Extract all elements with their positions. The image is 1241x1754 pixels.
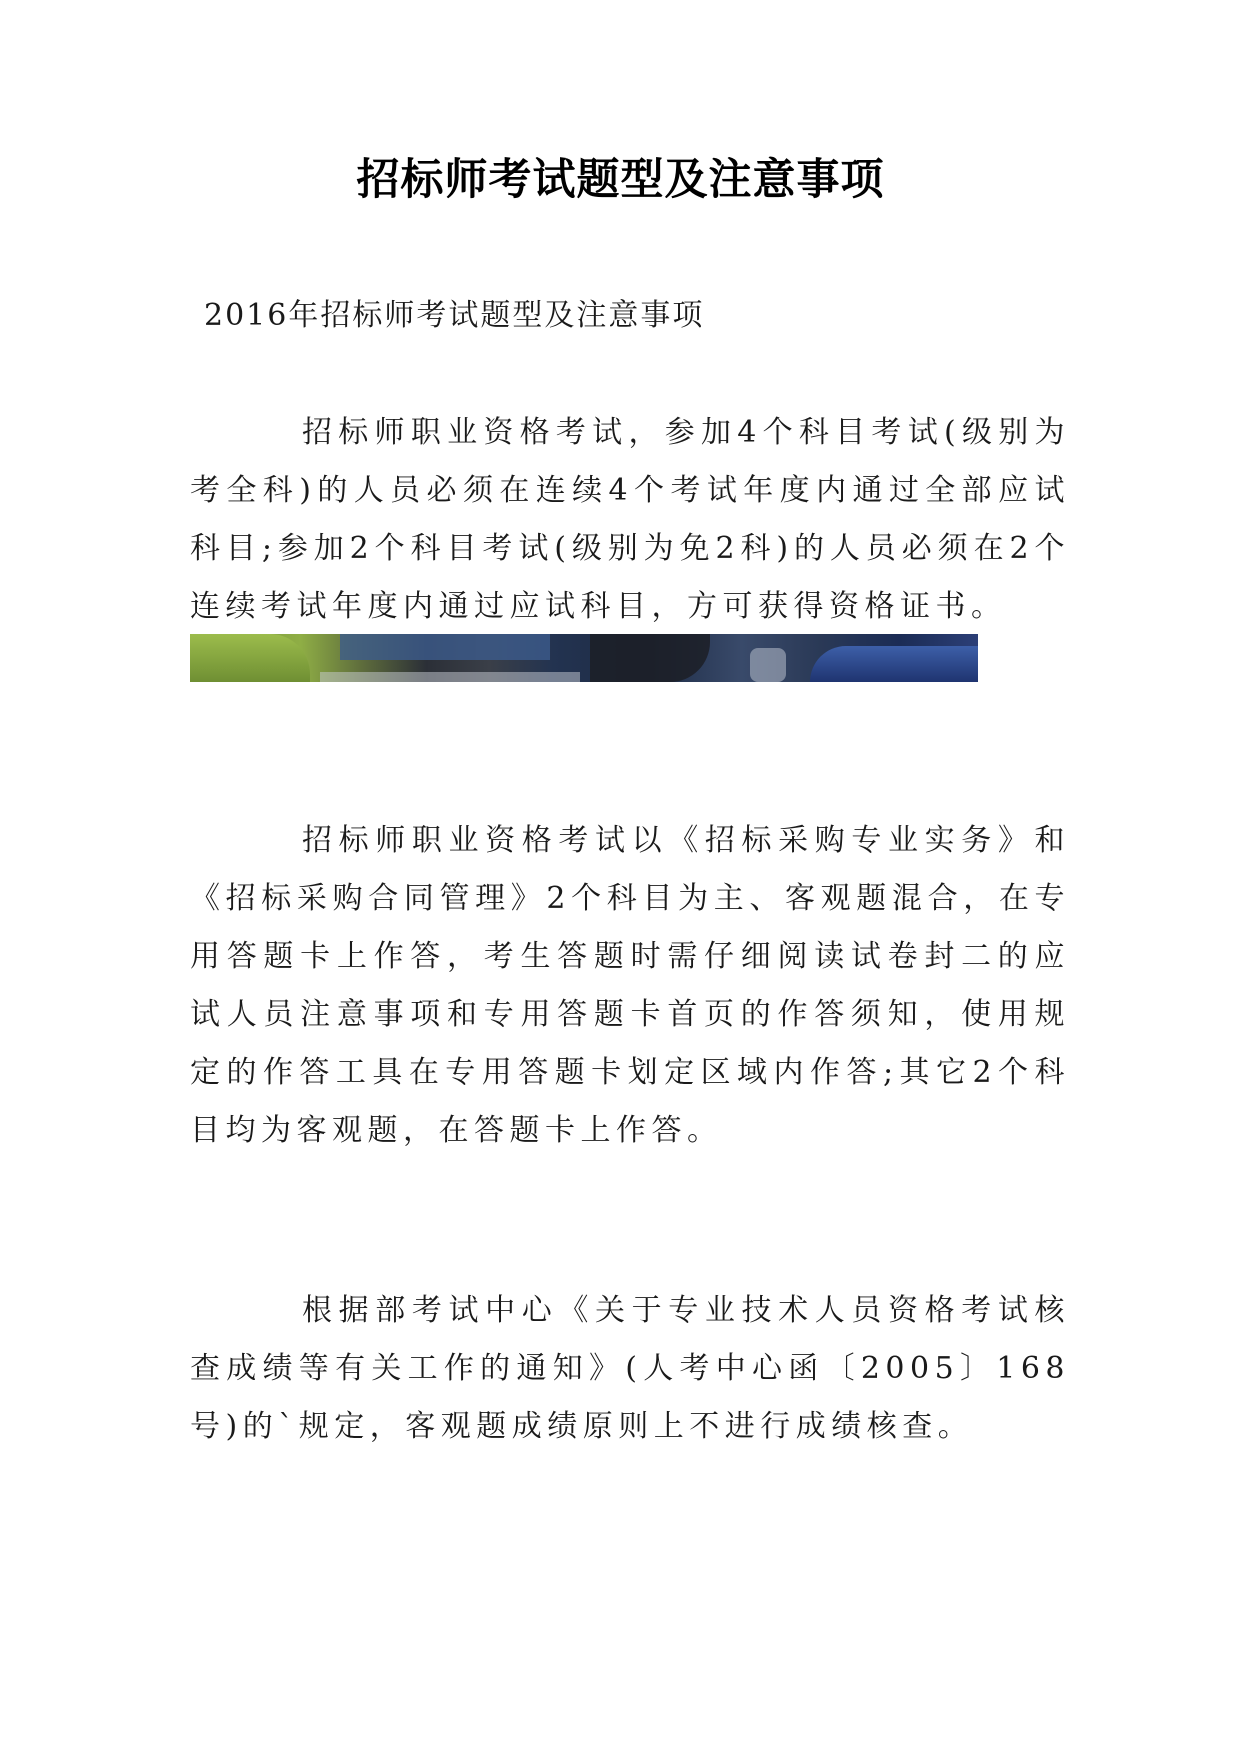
document-subtitle: 2016年招标师考试题型及注意事项 [204, 298, 705, 333]
exam-room-photo [190, 634, 978, 682]
photo-glass-light [750, 648, 786, 682]
paragraph-3: 根据部考试中心《关于专业技术人员资格考试核查成绩等有关工作的通知》(人考中心函〔2005〕168号)的`规定，客观题成绩原则上不进行成绩核查。 [190, 1293, 1070, 1444]
photo-figure-green-shirt [190, 634, 310, 682]
document-title: 招标师考试题型及注意事项 [356, 155, 885, 205]
paragraph-1: 招标师职业资格考试，参加4个科目考试(级别为考全科)的人员必须在连续4个考试年度内通过全部应试科目;参加2个科目考试(级别为免2科)的人员必须在2个连续考试年度内通过应试科目，方可获得资格证书。 [190, 415, 1070, 624]
photo-figure-dark [590, 634, 710, 682]
photo-desk-edge [320, 672, 580, 682]
paragraph-2: 招标师职业资格考试以《招标采购专业实务》和《招标采购合同管理》2个科目为主、客观题混合，在专用答题卡上作答，考生答题时需仔细阅读试卷封二的应试人员注意事项和专用答题卡首页的作答须知，使用规定的作答工具在专用答题卡划定区域内作答;其它2个科目均为客观题，在答题卡上作答。 [190, 823, 1070, 1148]
photo-figure-blue-shirt [810, 646, 978, 682]
photo-monitor-dark [340, 634, 550, 660]
